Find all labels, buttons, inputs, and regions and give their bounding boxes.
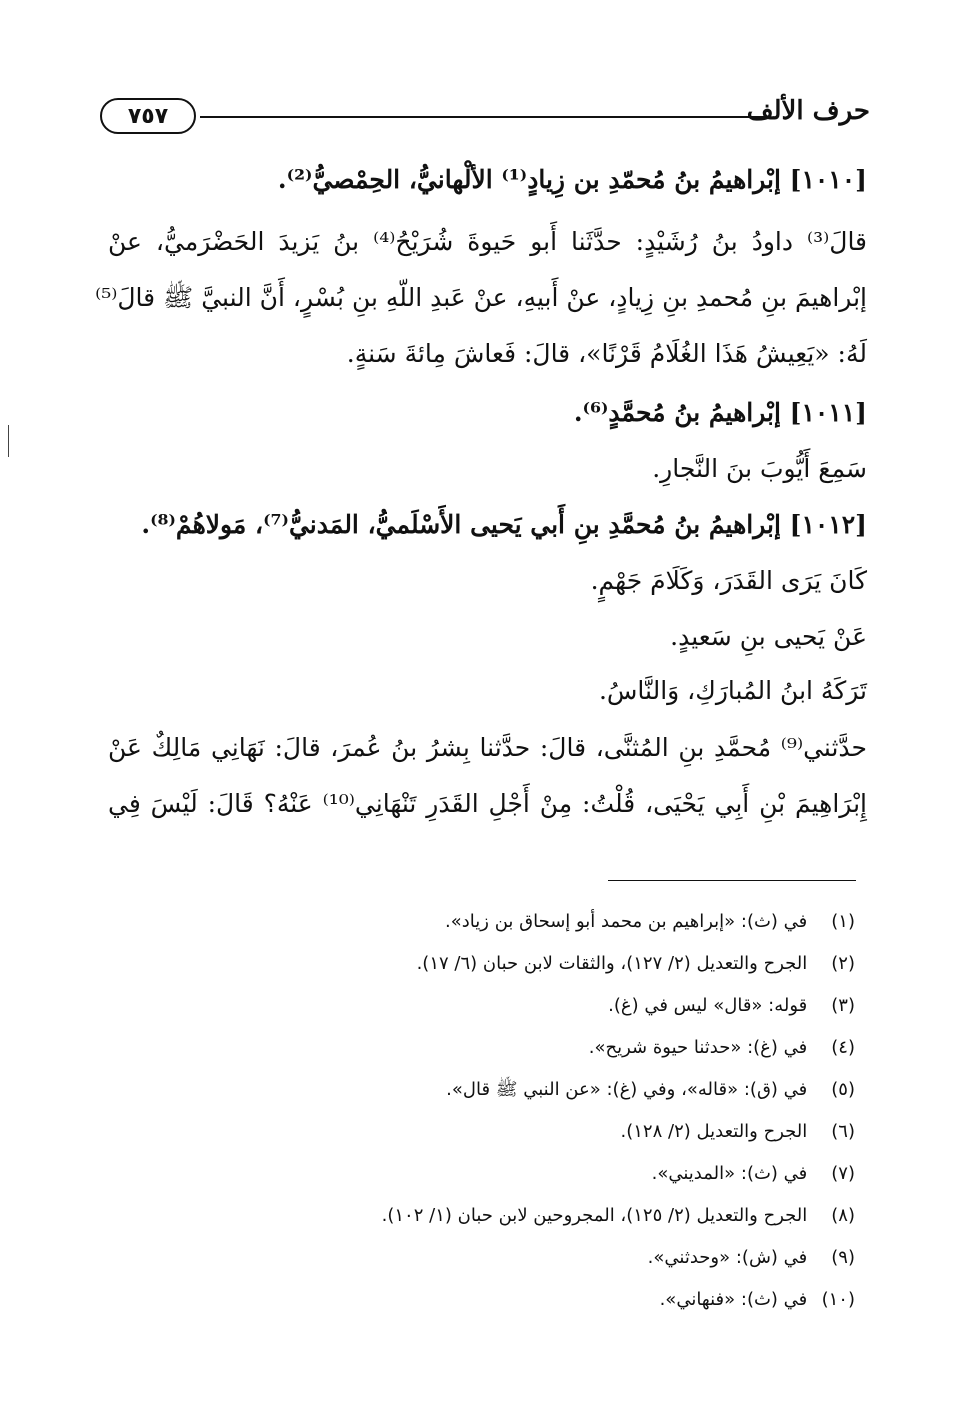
body-line: إِبْرَاهِيمَ بْنِ أَبِي يَحْيَى، قُلْتُ: مِنْ أَجْلِ القَدَرِ تَنْهَانِي⁽¹⁰⁾ عَنْهُ؟ قَالَ: لَيْسَ فِي <box>108 789 867 818</box>
body-line: عَنْ يَحيى بنِ سَعيدٍ. <box>670 622 867 651</box>
footnote-text: في (ش): «وحدثني». <box>647 1247 808 1268</box>
footnote <box>110 1202 855 1230</box>
footnote-text: الجرح والتعديل (٢/ ١٢٧)، والثقات لابن حبان (٦/ ١٧). <box>416 953 808 974</box>
footnote-text: في (ث): «إبراهيم بن محمد أبو إسحاق بن زياد». <box>445 911 808 932</box>
footnote <box>110 1076 855 1104</box>
entry-1012-heading: [١٠١٢] إبْراهيمُ بنُ مُحمَّدِ بنِ أَبي يَحيى الأَسْلَميُّ، المَدنيُّ⁽⁷⁾، مَولاهُمْ⁽⁸⁾. <box>141 510 867 539</box>
margin-mark <box>8 425 9 457</box>
footnote <box>110 950 855 978</box>
footnote <box>110 992 855 1020</box>
footnote-text: في (ث): «المديني». <box>651 1163 808 1184</box>
footnote-text: في (ق): «قاله»، وفي (غ): «عن النبي ﷺ قال». <box>446 1079 808 1100</box>
header-rule <box>200 116 770 118</box>
footnote-number: (١) <box>831 911 855 932</box>
footnote-number: (٨) <box>831 1205 855 1226</box>
entry-1010-heading: [١٠١٠] إبْراهيمُ بنُ مُحمّدِ بن زِيادٍ⁽¹⁾ الألْهانيُّ، الحِمْصيُّ⁽²⁾. <box>277 165 867 194</box>
footnote-number: (٥) <box>831 1079 855 1100</box>
footnote <box>110 908 855 936</box>
chapter-title: حرف الألف <box>746 96 870 126</box>
footnote-separator <box>608 880 856 881</box>
footnote-number: (٤) <box>831 1037 855 1058</box>
body-line: تَرَكَهُ ابنُ المُبارَكِ، وَالنَّاسُ. <box>598 676 867 705</box>
footnote <box>110 1244 855 1272</box>
footnote-text: في (غ): «حدثنا حيوة شريح». <box>588 1037 808 1058</box>
body-line: قالَ⁽³⁾ داودُ بنُ رُشَيْدٍ: حدَّثَنا أَبو حَيوةَ شُرَيْحُ⁽⁴⁾ بنُ يَزيدَ الحَضْرَميُّ، عنْ <box>108 227 868 256</box>
footnote-text: قوله: «قال» ليس في (غ). <box>608 995 808 1016</box>
body-line: حدَّثني⁽⁹⁾ مُحمَّدِ بنِ المُثنَّى، قالَ: حدَّثنا بِشرُ بنُ عُمرَ، قالَ: نَهَانِي مَالِكٌ عَنْ <box>108 733 867 762</box>
footnote-text: في (ث): «فنهاني». <box>659 1289 808 1310</box>
footnote-text: الجرح والتعديل (٢/ ١٢٥)، المجروحين لابن حبان (١/ ١٠٢). <box>381 1205 808 1226</box>
body-line: سَمِعَ أَيُّوبَ بنَ النَّجارِ. <box>652 454 867 483</box>
footnote-number: (٢) <box>831 953 855 974</box>
footnote <box>110 1034 855 1062</box>
footnote-number: (٧) <box>831 1163 855 1184</box>
footnote-number: (٦) <box>831 1121 855 1142</box>
body-line: كَانَ يَرَى القَدَرَ، وَكَلَامَ جَهْمٍ. <box>590 566 867 595</box>
footnote <box>110 1286 855 1314</box>
entry-1011-heading: [١٠١١] إبْراهيمُ بنُ مُحمَّدٍ⁽⁶⁾. <box>573 398 867 427</box>
footnote-number: (١٠) <box>821 1289 855 1310</box>
footnote-text: الجرح والتعديل (٢/ ١٢٨). <box>620 1121 808 1142</box>
footnote-number: (٣) <box>831 995 855 1016</box>
footnote-number: (٩) <box>831 1247 855 1268</box>
footnote <box>110 1160 855 1188</box>
footnote <box>110 1118 855 1146</box>
body-line: لَهُ: «يَعِيشُ هَذَا الغُلَامُ قَرْنًا»، قالَ: فَعاشَ مِائةَ سَنةٍ. <box>346 339 867 368</box>
body-line: إبْراهيمَ بنِ مُحمدِ بنِ زِيادٍ، عنْ أَبيهِ، عنْ عَبدِ اللّهِ بنِ بُسْرٍ، أَنَّ النبيَّ ﷺ قالَ⁽⁵⁾ <box>95 283 867 312</box>
page-number: ٧٥٧ <box>100 98 196 134</box>
page-header <box>100 92 870 142</box>
